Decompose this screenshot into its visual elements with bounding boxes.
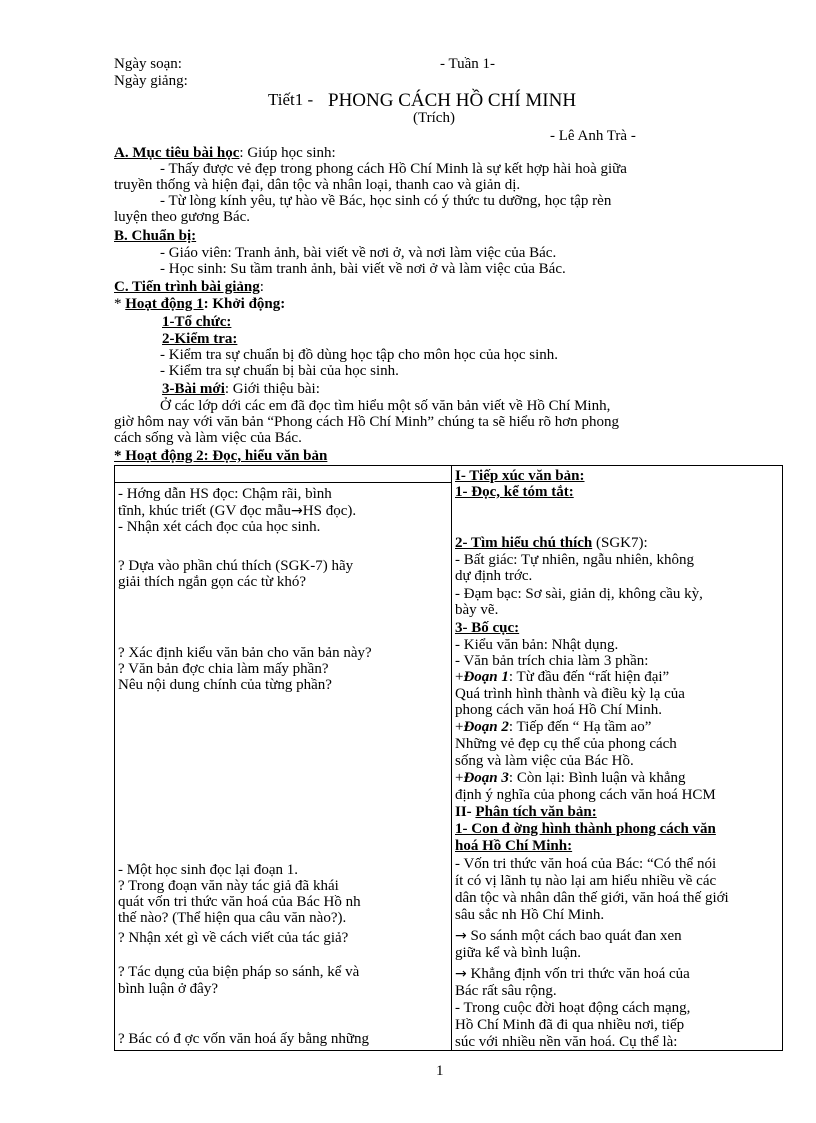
section-a-line-2: truyền thống và hiện đại, dân tộc và nhân loại, thanh cao và giản dị. (114, 177, 521, 193)
right-t3: súc với nhiều nền văn hoá. Cụ thể là: (455, 1034, 678, 1050)
section-b-heading: B. Chuẩn bị: (114, 228, 197, 244)
left-r8: ? Bác có đ ợc vốn văn hoá ấy bằng những (118, 1031, 369, 1047)
right-a2b: Bác rất sâu rộng. (455, 983, 557, 999)
right-s2-l2: dự định trớc. (455, 568, 533, 584)
right-t2: Hồ Chí Minh đã đi qua nhiều nơi, tiếp (455, 1017, 685, 1033)
doan-2-label: Đoạn 2 (463, 719, 509, 735)
right-doan-1-l2: Quá trình hình thành và điều kỳ lạ của (455, 686, 685, 702)
left-r4: thế nào? (Thể hiện qua câu văn nào?). (118, 910, 347, 926)
author-label: - Lê Anh Trà - (550, 128, 636, 144)
section-b-line-1: - Giáo viên: Tranh ảnh, bài viết về nơi ở, và nơi làm việc của Bác. (160, 245, 557, 261)
doan-1-label: Đoạn 1 (463, 669, 509, 685)
left-instruction-1: - Hớng dẫn HS đọc: Chậm rãi, bình (118, 486, 332, 502)
doan-3-rest: : Còn lại: Bình luận và khẳng (508, 770, 686, 786)
left-r7: bình luận ở đây? (118, 981, 218, 997)
s4-title: Phân tích văn bản: (475, 804, 597, 820)
right-p2: ít có vị lãnh tụ nào lại am hiểu nhiều về các (455, 873, 717, 889)
section-a-line-3: - Từ lòng kính yêu, tự hào về Bác, học sinh có ý thức tu dưỡng, học tập rèn (160, 193, 612, 209)
kiem-tra-line-1: - Kiểm tra sự chuẩn bị đồ dùng học tập cho môn học của học sinh. (160, 347, 559, 363)
doan-2-rest: : Tiếp đến “ Hạ tầm ao” (508, 719, 652, 735)
right-s1-1: 1- Đọc, kể tóm tắt: (455, 484, 574, 500)
left-r2: ? Trong đoạn văn này tác giả đã khái (118, 878, 339, 894)
left-question-1b: giải thích ngắn gọn các từ khó? (118, 574, 307, 590)
right-t1: - Trong cuộc đời hoạt động cách mạng, (455, 1000, 691, 1016)
doan-1-rest: : Từ đầu đến “rất hiện đại” (508, 669, 670, 685)
right-s2-l4: bày vẽ. (455, 602, 499, 618)
left-question-2: ? Xác định kiểu văn bản cho văn bản này? (118, 645, 372, 661)
right-a2-text: Khẳng định vốn tri thức văn hoá của (466, 966, 690, 982)
doan-3-label: Đoạn 3 (463, 770, 509, 786)
intro-line-3: cách sống và làm việc của Bác. (114, 430, 302, 446)
hd1-title: Hoạt động 1 (125, 296, 204, 312)
left-question-3: ? Văn bản đợc chia làm mấy phần? (118, 661, 329, 677)
section-a-heading (114, 145, 336, 161)
left-question-3b: Nêu nội dung chính của từng phần? (118, 677, 332, 693)
left-instruction-2 (118, 503, 356, 519)
arrow-right-icon: → (455, 966, 467, 982)
right-s2-heading (455, 535, 648, 551)
kiem-tra-line-2: - Kiểm tra sự chuẩn bị bài của học sinh. (160, 363, 399, 379)
right-s4-1a: 1- Con đ ờng hình thành phong cách văn (455, 821, 716, 837)
right-column (452, 466, 782, 1050)
hoat-dong-1-heading (114, 296, 285, 312)
bai-moi-heading (162, 381, 320, 397)
section-a-line-1: - Thấy được vẻ đẹp trong phong cách Hồ Chí Minh là sự kết hợp hài hoà giữa (160, 161, 627, 177)
right-doan-1-l3: phong cách văn hoá Hồ Chí Minh. (455, 702, 663, 718)
ngay-soan-label: Ngày soạn: (114, 56, 182, 72)
hd1-rest: : Khởi động: (203, 296, 286, 312)
left-r3: quát vốn tri thức văn hoá của Bác Hồ nh (118, 894, 361, 910)
right-s2-rest: (SGK7): (592, 535, 648, 551)
right-s3-l1: - Kiểu văn bản: Nhật dụng. (455, 637, 619, 653)
right-s2-l3: - Đạm bạc: Sơ sài, giản dị, không cầu kỳ, (455, 586, 703, 602)
right-p1: - Vốn tri thức văn hoá của Bác: “Có thể nói (455, 856, 717, 872)
bai-moi-rest: : Giới thiệu bài: (224, 381, 320, 397)
right-s3-l2: - Văn bản trích chia làm 3 phần: (455, 653, 649, 669)
right-doan-3: +Đoạn 3: Còn lại: Bình luận và khẳng (455, 770, 686, 786)
section-a-rest: : Giúp học sinh: (239, 145, 336, 161)
right-s4-1b: hoá Hồ Chí Minh: (455, 838, 573, 854)
section-a-title: A. Mục tiêu bài học (114, 145, 240, 161)
bai-moi-title: 3-Bài mới (162, 381, 225, 397)
arrow-right-icon: → (455, 928, 467, 944)
right-s1: I- Tiếp xúc văn bản: (455, 468, 585, 484)
left-r5: ? Nhận xét gì về cách viết của tác giả? (118, 930, 349, 946)
right-doan-2: +Đoạn 2: Tiếp đến “ Hạ tầm ao” (455, 719, 652, 735)
right-a1-text: So sánh một cách bao quát đan xen (466, 928, 682, 944)
left-r1: - Một học sinh đọc lại đoạn 1. (118, 862, 298, 878)
section-a-line-4: luyện theo gương Bác. (114, 209, 251, 225)
trich-label: (Trích) (413, 110, 455, 126)
right-doan-2-l3: sống và làm việc của Bác Hồ. (455, 753, 634, 769)
page-title: PHONG CÁCH HỒ CHÍ MINH (328, 90, 577, 111)
section-c-rest: : (259, 279, 264, 295)
tiet-label: Tiết1 - (268, 90, 314, 109)
right-p3: dân tộc và nhân dân thế giới, văn hoá thế giới (455, 890, 729, 906)
left-question-1a: ? Dựa vào phần chú thích (SGK-7) hãy (118, 558, 354, 574)
tuan-label: - Tuần 1- (440, 56, 496, 72)
right-s2-l1: - Bất giác: Tự nhiên, ngẫu nhiên, không (455, 552, 695, 568)
left-r6: ? Tác dụng của biện pháp so sánh, kể và (118, 964, 360, 980)
right-doan-2-l2: Những vẻ đẹp cụ thể của phong cách (455, 736, 677, 752)
right-s4-heading (455, 804, 597, 820)
intro-line-1: Ở các lớp dới các em đã đọc tìm hiểu một số văn bản viết về Hồ Chí Minh, (160, 398, 611, 414)
right-doan-1: +Đoạn 1: Từ đầu đến “rất hiện đại” (455, 669, 670, 685)
hoat-dong-2-heading: * Hoạt động 2: Đọc, hiểu văn bản (114, 448, 328, 464)
table-left-header-line (114, 482, 451, 483)
left-instruction-2-text: tĩnh, khúc triết (GV đọc mẫu (118, 503, 292, 519)
page-number: 1 (436, 1063, 444, 1079)
to-chuc-heading: 1-Tổ chức: (162, 314, 232, 330)
right-doan-3-l2: định ý nghĩa của phong cách văn hoá HCM (455, 787, 716, 803)
arrow-right-icon: → (291, 503, 303, 519)
left-instruction-3: - Nhận xét cách đọc của học sinh. (118, 519, 321, 535)
right-a2 (455, 966, 690, 982)
section-c-heading (114, 279, 264, 295)
right-p4: sâu sắc nh Hồ Chí Minh. (455, 907, 605, 923)
intro-line-2: giờ hôm nay với văn bản “Phong cách Hồ Chí Minh” chúng ta sẽ hiểu rõ hơn phong (114, 414, 619, 430)
right-a1 (455, 928, 682, 944)
kiem-tra-heading: 2-Kiểm tra: (162, 331, 238, 347)
right-s2-title: 2- Tìm hiểu chú thích (455, 535, 593, 551)
right-a1b: giữa kể và bình luận. (455, 945, 582, 961)
section-c-title: C. Tiến trình bài giảng (114, 279, 260, 295)
right-s3: 3- Bố cục: (455, 620, 520, 636)
left-instruction-2-end: HS đọc). (302, 503, 357, 519)
ngay-giang-label: Ngày giảng: (114, 73, 188, 89)
s4-prefix: II- (455, 804, 476, 820)
section-b-line-2: - Học sinh: Su tầm tranh ảnh, bài viết về nơi ở và làm việc của Bác. (160, 261, 566, 277)
hd1-prefix: * (114, 296, 126, 312)
